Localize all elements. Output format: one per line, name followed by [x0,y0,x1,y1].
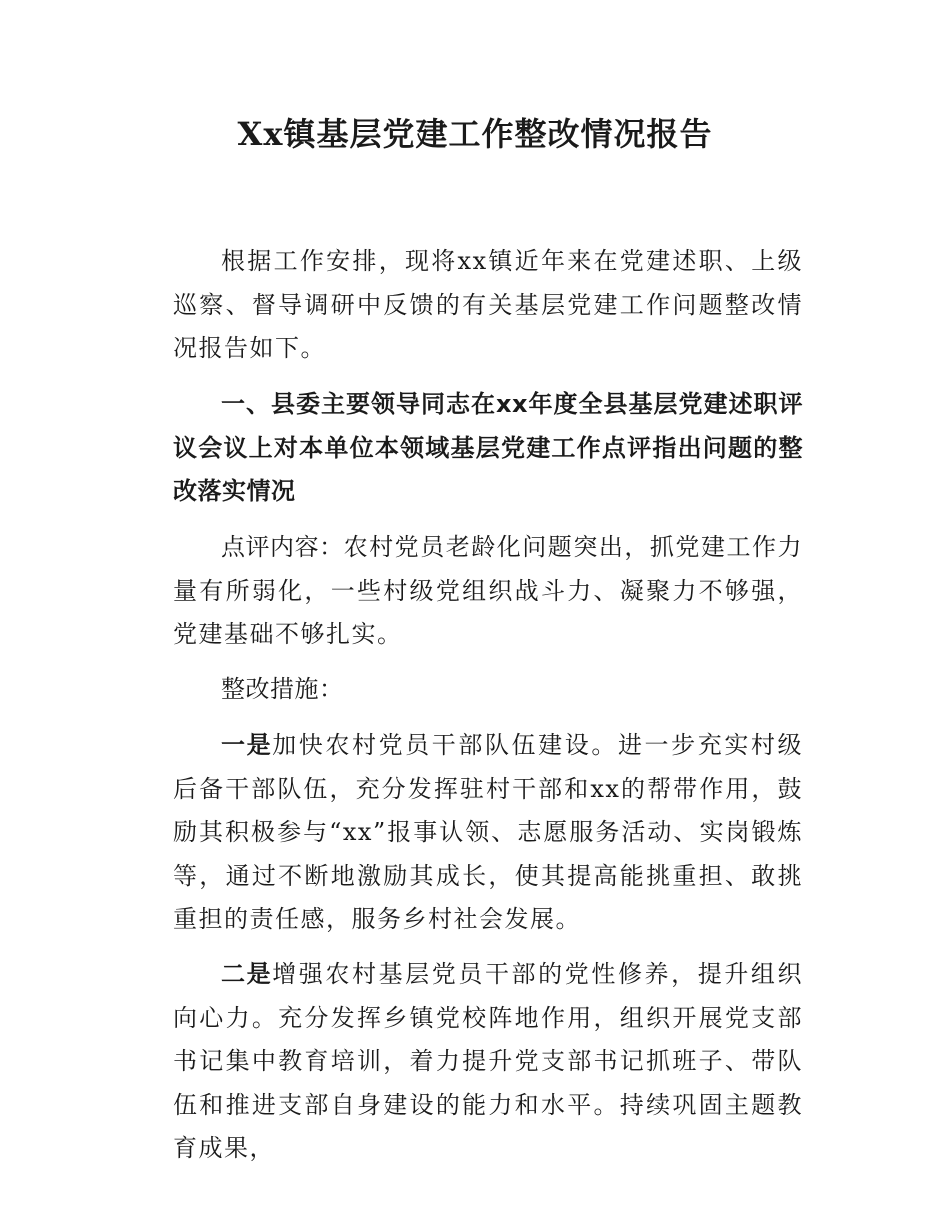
comment-text: 农村党员老龄化问题突出，抓党建工作力量有所弱化，一些村级党组织战斗力、凝聚力不够强，党建基础不够扎实。 [173,533,804,648]
intro-paragraph: 根据工作安排，现将xx镇近年来在党建述职、上级巡察、督导调研中反馈的有关基层党建工作问题整改情况报告如下。 [173,247,803,362]
comment-paragraph [173,526,803,657]
measure-2-text: 增强农村基层党员干部的党性修养，提升组织向心力。充分发挥乡镇党校阵地作用，组织开展党支部书记集中教育培训，着力提升党支部书记抓班子、带队伍和推进支部自身建设的能力和水平。持续巩固主题教育成果， [173,960,804,1162]
measure-1-lead: 一是 [221,731,273,759]
measures-label: 整改措施： [221,675,344,703]
comment-label: 点评内容： [221,533,344,561]
measure-2-paragraph [173,953,803,1171]
section-1-heading: 一、县委主要领导同志在xx年度全县基层党建述职评议会议上对本单位本领域基层党建工作点评指出问题的整改落实情况 [173,390,803,505]
measures-paragraph [173,668,803,712]
measure-1-text: 加快农村党员干部队伍建设。进一步充实村级后备干部队伍，充分发挥驻村干部和xx的帮带作用，鼓励其积极参与“xx”报事认领、志愿服务活动、实岗锻炼等，通过不断地激励其成长，使其提高能挑重担、敢挑重担的责任感，服务乡村社会发展。 [173,731,804,933]
document-title: Xx镇基层党建工作整改情况报告 [237,115,713,153]
measure-1-paragraph [173,724,803,942]
measure-2-lead: 二是 [221,960,273,988]
